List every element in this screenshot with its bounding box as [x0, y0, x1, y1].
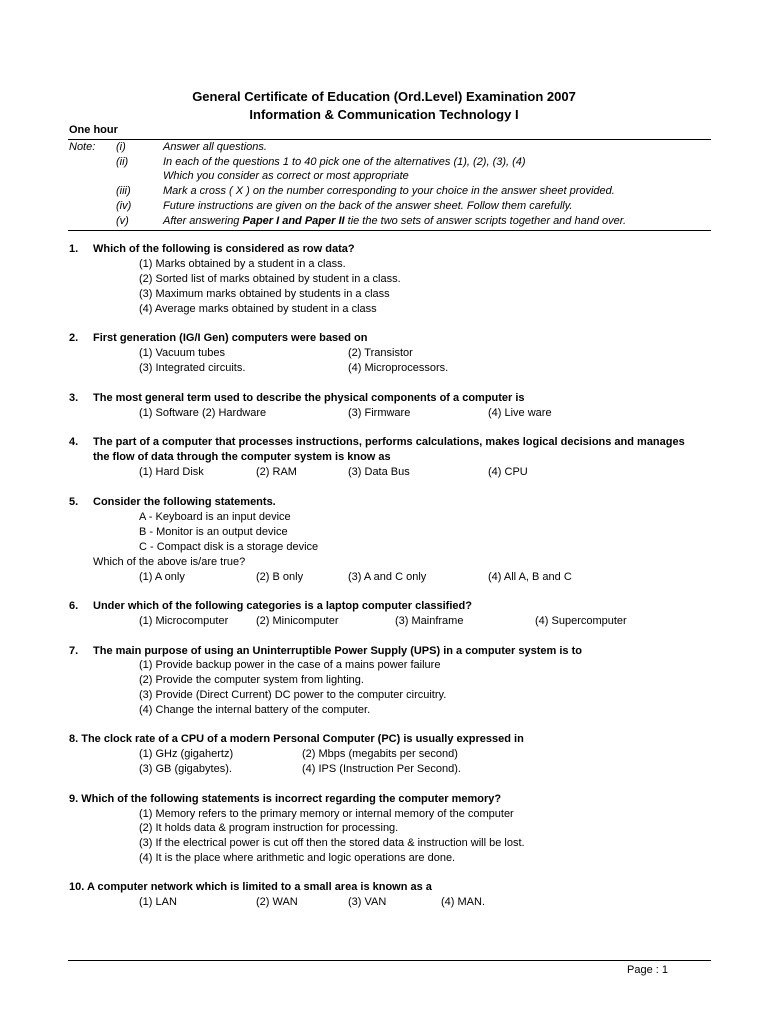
answer-option: (2) Mbps (megabits per second) — [302, 748, 458, 760]
question-text: The part of a computer that processes instructions, performs calculations, makes logical decisions and manages — [93, 436, 685, 448]
question-text: Which of the following is considered as row data? — [93, 243, 355, 255]
answer-option: (2) WAN — [256, 896, 298, 908]
answer-option: (1) LAN — [139, 896, 177, 908]
answer-option: (3) GB (gigabytes). — [139, 763, 232, 775]
question-number: 3. — [69, 392, 79, 404]
note-text: In each of the questions 1 to 40 pick one of the alternatives (1), (2), (3), (4) — [163, 156, 526, 168]
note-num: (ii) — [116, 156, 129, 168]
exam-subject: Information & Communication Technology I — [249, 107, 519, 122]
question-text: The most general term used to describe the physical components of a computer is — [93, 392, 525, 404]
header-divider — [68, 139, 711, 140]
answer-option: (4) Live ware — [488, 407, 552, 419]
answer-option: (3) VAN — [348, 896, 387, 908]
answer-option: (1) GHz (gigahertz) — [139, 748, 234, 760]
answer-option: (1) Marks obtained by a student in a class. — [139, 258, 346, 270]
answer-option: (1) Hard Disk — [139, 466, 204, 478]
answer-option: (2) B only — [256, 571, 304, 583]
question-text: 9. Which of the following statements is incorrect regarding the computer memory? — [69, 793, 502, 805]
answer-option: (2) It holds data & program instruction for processing. — [139, 822, 399, 834]
question-text: The main purpose of using an Uninterruptible Power Supply (UPS) in a computer system is to — [93, 645, 582, 657]
answer-option: (3) Firmware — [348, 407, 411, 419]
answer-option: (3) Maximum marks obtained by students in a class — [139, 288, 390, 300]
answer-option: (1) Software (2) Hardware — [139, 407, 267, 419]
footer-divider — [68, 960, 711, 961]
note-text: Future instructions are given on the back of the answer sheet. Follow them carefully. — [163, 200, 573, 212]
answer-option: (3) If the electrical power is cut off then the stored data & instruction will be lost. — [139, 837, 525, 849]
note-num: (v) — [116, 215, 129, 227]
answer-option: (3) A and C only — [348, 571, 427, 583]
question-text: 8. The clock rate of a CPU of a modern Personal Computer (PC) is usually expressed in — [69, 733, 524, 745]
answer-option: (4) MAN. — [441, 896, 485, 908]
note-num: (iii) — [116, 185, 131, 197]
question-number: 5. — [69, 496, 79, 508]
answer-option: (1) A only — [139, 571, 185, 583]
note-text — [163, 215, 626, 227]
answer-option: (3) Integrated circuits. — [139, 362, 246, 374]
answer-option: (1) Memory refers to the primary memory or internal memory of the computer — [139, 808, 514, 820]
sub-question: Which of the above is/are true? — [93, 556, 246, 568]
answer-option: (3) Mainframe — [395, 615, 464, 627]
question-text: First generation (IG/I Gen) computers were based on — [93, 332, 368, 344]
notes-divider — [68, 230, 711, 231]
answer-option: (1) Microcomputer — [139, 615, 229, 627]
question-number: 4. — [69, 436, 79, 448]
answer-option: (2) RAM — [256, 466, 297, 478]
answer-option: (4) IPS (Instruction Per Second). — [302, 763, 461, 775]
note-num: (i) — [116, 141, 126, 153]
page-number: Page : 1 — [627, 964, 668, 976]
answer-option: (4) Microprocessors. — [348, 362, 449, 374]
notes-label: Note: — [69, 141, 96, 153]
question-text: Under which of the following categories is a laptop computer classified? — [93, 600, 472, 612]
exam-title: General Certificate of Education (Ord.Level) Examination 2007 — [192, 89, 576, 104]
statement: C - Compact disk is a storage device — [139, 541, 319, 553]
answer-option: (1) Vacuum tubes — [139, 347, 226, 359]
statement: A - Keyboard is an input device — [139, 511, 291, 523]
question-number: 7. — [69, 645, 79, 657]
answer-option: (4) CPU — [488, 466, 528, 478]
note-num: (iv) — [116, 200, 132, 212]
question-number: 1. — [69, 243, 79, 255]
note-text-bold: Paper I and Paper II — [242, 215, 345, 227]
answer-option: (1) Provide backup power in the case of a mains power failure — [139, 659, 441, 671]
answer-option: (2) Transistor — [348, 347, 413, 359]
answer-option: (4) Average marks obtained by student in a class — [139, 303, 377, 315]
question-text: 10. A computer network which is limited to a small area is known as a — [69, 881, 432, 893]
answer-option: (4) Change the internal battery of the computer. — [139, 704, 371, 716]
answer-option: (2) Sorted list of marks obtained by student in a class. — [139, 273, 401, 285]
question-text-continued: the flow of data through the computer system is know as — [93, 451, 391, 463]
question-number: 6. — [69, 600, 79, 612]
answer-option: (2) Provide the computer system from lighting. — [139, 674, 364, 686]
answer-option: (3) Data Bus — [348, 466, 410, 478]
note-text: Answer all questions. — [163, 141, 267, 153]
statement: B - Monitor is an output device — [139, 526, 288, 538]
note-text: Which you consider as correct or most appropriate — [163, 170, 409, 182]
note-text: Mark a cross ( X ) on the number corresponding to your choice in the answer sheet provided. — [163, 185, 615, 197]
answer-option: (4) It is the place where arithmetic and logic operations are done. — [139, 852, 456, 864]
note-text-pre: After answering — [163, 215, 243, 227]
answer-option: (4) All A, B and C — [488, 571, 572, 583]
answer-option: (2) Minicomputer — [256, 615, 339, 627]
answer-option: (3) Provide (Direct Current) DC power to the computer circuitry. — [139, 689, 447, 701]
question-number: 2. — [69, 332, 79, 344]
answer-option: (4) Supercomputer — [535, 615, 627, 627]
exam-duration: One hour — [69, 124, 118, 136]
note-text-post: tie the two sets of answer scripts together and hand over. — [344, 215, 627, 227]
question-text: Consider the following statements. — [93, 496, 276, 508]
